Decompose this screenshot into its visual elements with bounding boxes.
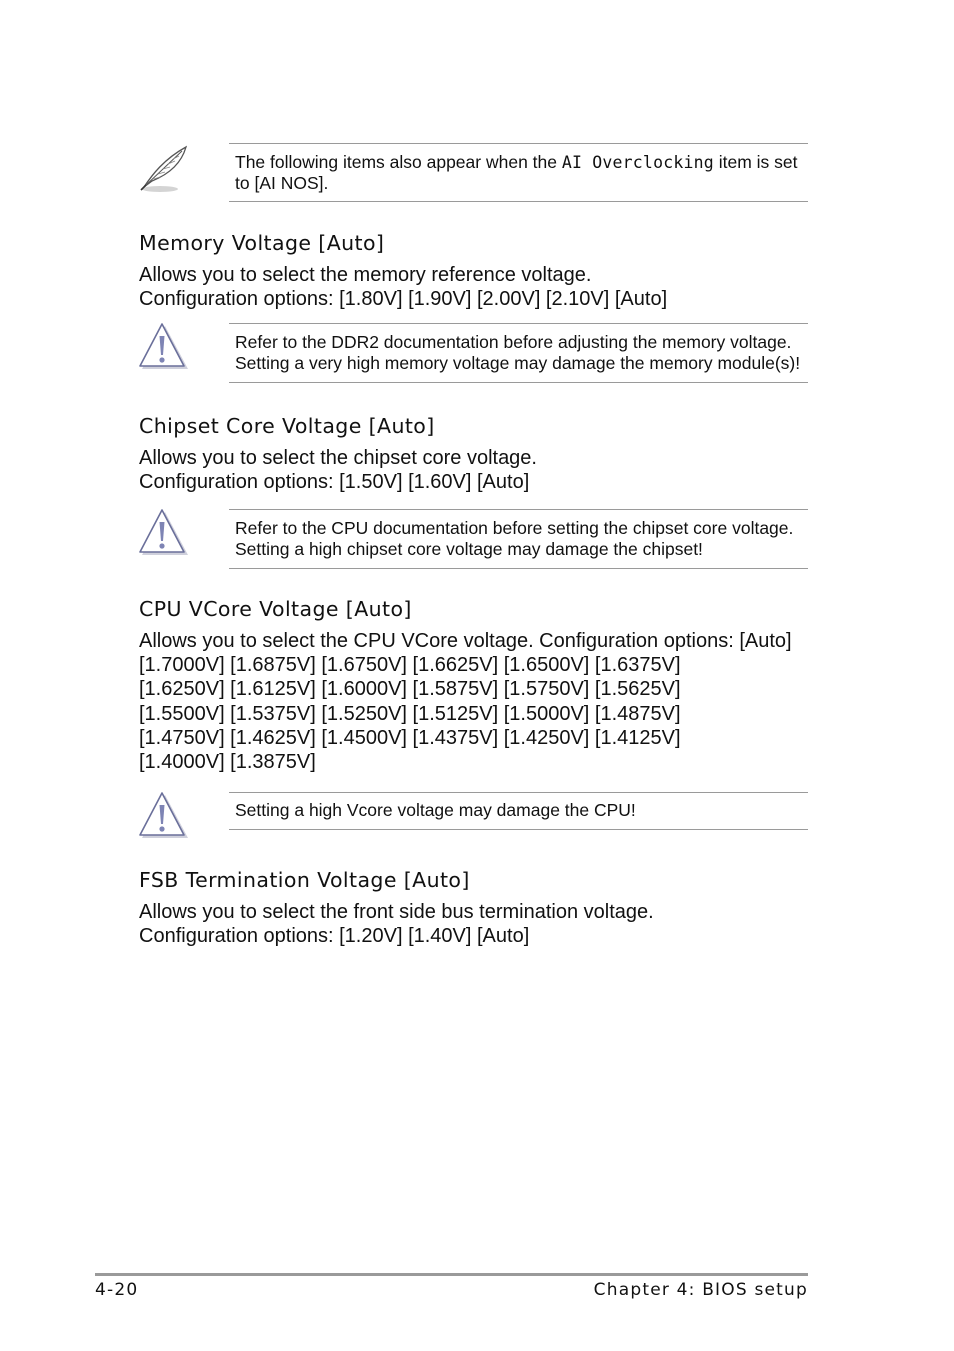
note-box bbox=[229, 143, 808, 202]
note-feather-icon bbox=[138, 143, 190, 195]
body-line: [1.4750V] [1.4625V] [1.4500V] [1.4375V] [1.4250V] [1.4125V] bbox=[139, 726, 681, 749]
body-line: [1.4000V] [1.3875V] bbox=[139, 751, 316, 774]
caution-icon bbox=[138, 791, 190, 841]
body-line: Allows you to select the memory reference voltage. bbox=[139, 264, 592, 286]
note-line-2: to [AI NOS]. bbox=[235, 173, 329, 193]
section-body-memory-voltage bbox=[139, 263, 819, 311]
body-line: Allows you to select the chipset core voltage. bbox=[139, 447, 537, 469]
section-body-cpu-vcore-voltage bbox=[139, 629, 819, 774]
caution-line: Setting a high chipset core voltage may damage the chipset! bbox=[235, 539, 703, 559]
body-line: Allows you to select the CPU VCore voltage. Configuration options: [Auto] bbox=[139, 630, 792, 652]
body-line: Configuration options: [1.20V] [1.40V] [Auto] bbox=[139, 925, 530, 948]
caution-box bbox=[229, 509, 808, 569]
section-body-fsb-termination-voltage bbox=[139, 900, 819, 948]
body-line: [1.6250V] [1.6125V] [1.6000V] [1.5875V] [1.5750V] [1.5625V] bbox=[139, 678, 681, 701]
caution-line: Refer to the DDR2 documentation before adjusting the memory voltage. bbox=[235, 332, 792, 352]
note-line-1 bbox=[235, 152, 808, 173]
note-text: The following items also appear when the bbox=[235, 152, 562, 172]
footer-rule bbox=[95, 1273, 808, 1276]
caution-line: Setting a very high memory voltage may damage the memory module(s)! bbox=[235, 353, 801, 373]
caution-icon bbox=[138, 508, 190, 558]
section-title-cpu-vcore-voltage: CPU VCore Voltage [Auto] bbox=[139, 597, 412, 621]
caution-line: Setting a high Vcore voltage may damage the CPU! bbox=[235, 800, 636, 820]
page-number: 4-20 bbox=[95, 1280, 139, 1300]
body-line: Allows you to select the front side bus termination voltage. bbox=[139, 901, 654, 923]
caution-icon bbox=[138, 322, 190, 372]
note-emphasis: AI Overclocking bbox=[561, 153, 714, 172]
section-title-memory-voltage: Memory Voltage [Auto] bbox=[139, 231, 385, 255]
body-line: [1.7000V] [1.6875V] [1.6750V] [1.6625V] [1.6500V] [1.6375V] bbox=[139, 654, 681, 677]
chapter-label: Chapter 4: BIOS setup bbox=[593, 1280, 808, 1300]
caution-line: Refer to the CPU documentation before setting the chipset core voltage. bbox=[235, 518, 794, 538]
section-title-fsb-termination-voltage: FSB Termination Voltage [Auto] bbox=[139, 868, 470, 892]
body-line: Configuration options: [1.50V] [1.60V] [Auto] bbox=[139, 471, 530, 494]
body-line: Configuration options: [1.80V] [1.90V] [2.00V] [2.10V] [Auto] bbox=[139, 288, 668, 311]
caution-box bbox=[229, 792, 808, 830]
section-body-chipset-core-voltage bbox=[139, 446, 819, 494]
section-title-chipset-core-voltage: Chipset Core Voltage [Auto] bbox=[139, 414, 435, 438]
note-text: item is set bbox=[713, 152, 798, 172]
body-line: [1.5500V] [1.5375V] [1.5250V] [1.5125V] [1.5000V] [1.4875V] bbox=[139, 702, 681, 725]
caution-box bbox=[229, 323, 808, 383]
